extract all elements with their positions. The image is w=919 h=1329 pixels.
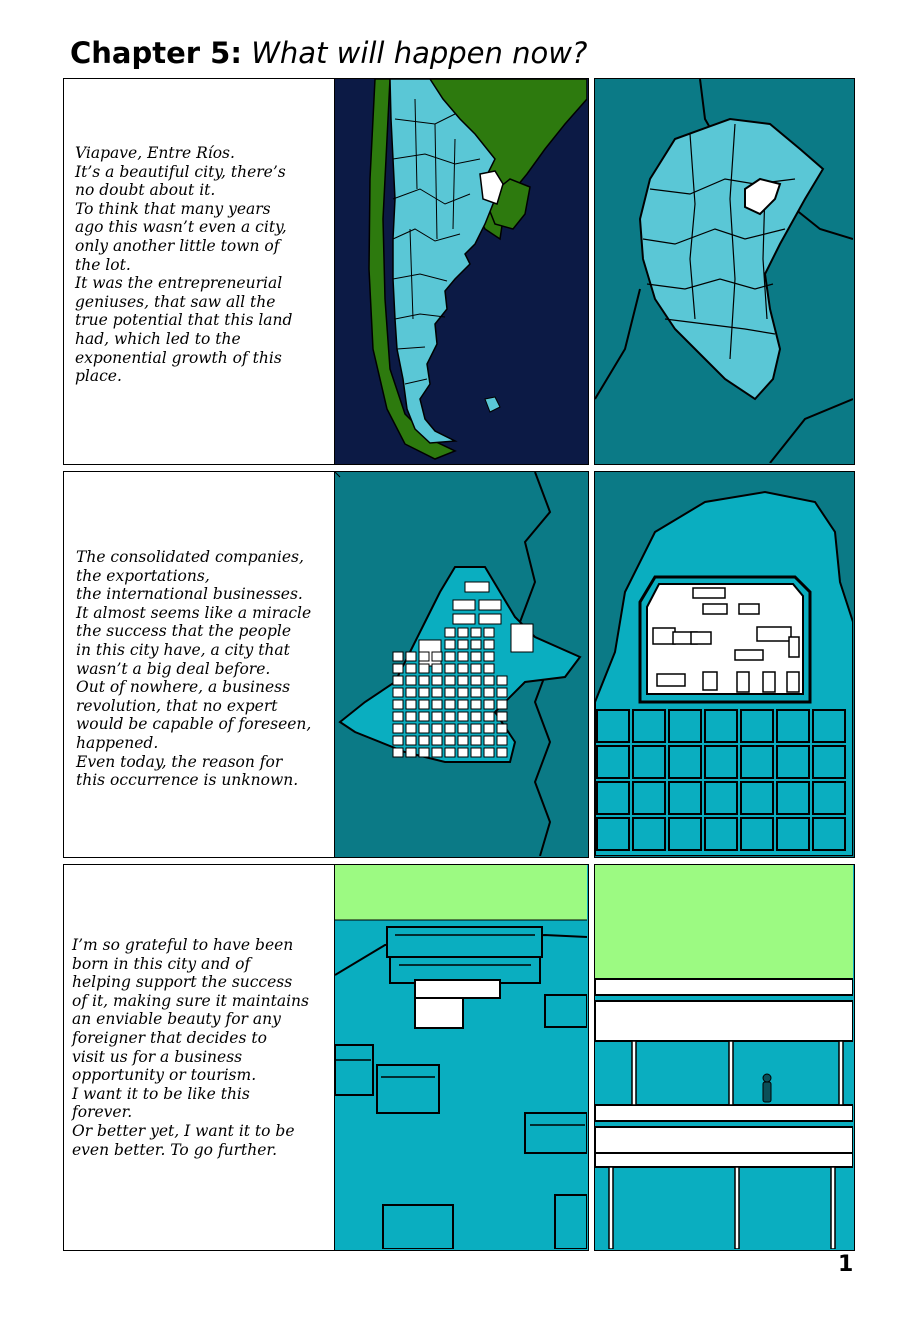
page-number: 1 — [838, 1252, 854, 1277]
person-silhouette — [763, 1074, 771, 1102]
building-interior-illustration — [595, 865, 853, 1249]
province-map-illustration — [595, 79, 853, 463]
chapter-title — [70, 36, 587, 70]
city-closeup-illustration — [595, 472, 853, 856]
text-panel-3 — [63, 864, 335, 1251]
chapter-subtitle: What will happen now? — [251, 36, 588, 70]
text-panel-1 — [63, 78, 335, 465]
city-street-illustration — [335, 865, 587, 1249]
narration-2: The consolidated companies, the exportations, the international businesses. It almost seems like a miracle the success that the people in this city have, a city that wasn’t a big deal before. Out of nowhere, a business revolution, that no expert would be capable of foreseen, happened. Even today, the reason for this occurrence is unknown. — [76, 548, 312, 790]
city-overview-illustration — [335, 472, 587, 856]
argentina-map-illustration — [335, 79, 587, 463]
panel-argentina-map — [334, 78, 589, 465]
panel-building-interior — [594, 864, 855, 1251]
panel-province-map — [594, 78, 855, 465]
panel-city-street — [334, 864, 589, 1251]
narration-3: I’m so grateful to have been born in this city and of helping support the success of it, making sure it maintains an enviable beauty for any foreigner that decides to visit us for a business opportunity or tourism. I want it to be like this forever. Or better yet, I want it to be even better. To go further. — [72, 936, 309, 1159]
narration-1: Viapave, Entre Ríos. It’s a beautiful city, there’s no doubt about it. To think that many years ago this wasn’t even a city, only another little town of the lot. It was the entrepreneurial geniuses, that saw all the true potential that this land had, which led to the exponential growth of this place. — [75, 144, 293, 386]
text-panel-2 — [63, 471, 335, 858]
panel-city-closeup — [594, 471, 855, 858]
panel-city-overview — [334, 471, 589, 858]
chapter-number: Chapter 5: — [70, 36, 242, 70]
